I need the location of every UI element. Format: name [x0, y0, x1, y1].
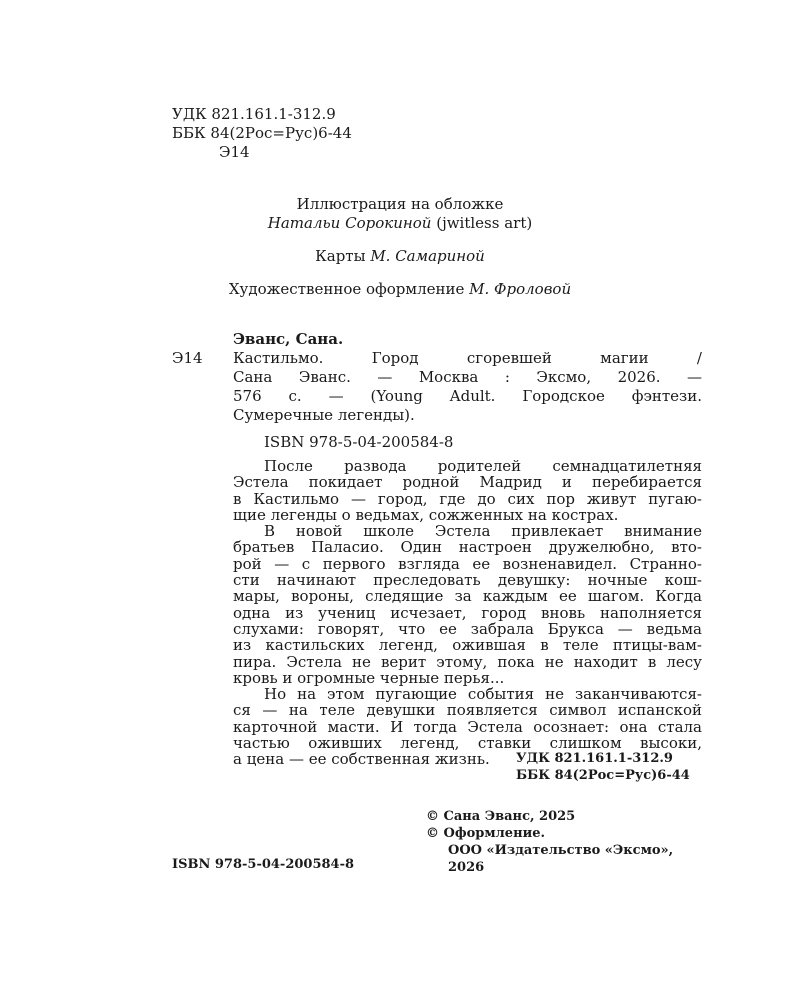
copyright-block	[426, 808, 673, 876]
bibliography-author-mark: Э14	[172, 349, 203, 367]
annotation-line: В новой школе Эстела привлекает внимание	[264, 522, 702, 541]
maps-label: Карты	[315, 247, 366, 265]
annotation-line: ся — на теле девушки появляется символ испанской	[233, 701, 702, 720]
bbk-code: ББК 84(2Рос=Рус)6-44	[172, 124, 352, 142]
copyright-design: © Оформление.	[426, 826, 546, 841]
annotation-line: Но на этом пугающие события не заканчиваются-	[264, 685, 702, 704]
classification-block	[172, 105, 352, 162]
annotation-line: Эстела покидает родной Мадрид и перебирается	[233, 473, 702, 492]
udk-code: УДК 821.161.1-312.9	[172, 105, 336, 123]
annotation-line: а цена — ее собственная жизнь.	[233, 750, 490, 769]
maps-credit	[0, 247, 800, 266]
annotation-line: частью оживших легенд, ставки слишком высоки,	[233, 734, 702, 753]
annotation-line: щие легенды о ведьмах, сожженных на кострах.	[233, 505, 619, 524]
credits-block	[0, 195, 800, 299]
bibliography-author: Эванс, Сана.	[233, 330, 344, 348]
annotation-line: кровь и огромные черные перья...	[233, 668, 505, 687]
bibliography-line: Кастильмо. Город сгоревшей магии /	[233, 349, 702, 367]
bibliography-line: 576 с. — (Young Adult. Городское фэнтези.	[233, 387, 702, 405]
isbn-bottom: ISBN 978-5-04-200584-8	[172, 857, 355, 872]
annotation-line: одна из учениц исчезает, город вновь наполняется	[233, 603, 702, 622]
annotation-line: рой — с первого взгляда ее возненавидел. Странно-	[233, 554, 702, 573]
bibliography-description	[233, 349, 702, 425]
bottom-classification	[516, 750, 690, 784]
author-mark: Э14	[219, 143, 250, 161]
copyright-author: © Сана Эванс, 2025	[426, 809, 576, 824]
design-author: М. Фроловой	[469, 280, 572, 298]
annotation-line: пира. Эстела не верит этому, пока не находит в лесу	[233, 652, 702, 671]
annotation-line: После развода родителей семнадцатилетняя	[264, 457, 702, 475]
isbn: ISBN 978-5-04-200584-8	[264, 433, 454, 451]
annotation-text	[233, 458, 702, 768]
annotation-line: слухами: говорят, что ее забрала Брукса — ведьма	[233, 619, 702, 638]
copyright-year: 2026	[448, 860, 485, 875]
design-label: Художественное оформление	[228, 280, 465, 298]
cover-illustrator-name: Натальи Сорокиной	[267, 214, 432, 232]
design-credit	[0, 280, 800, 299]
annotation-line: карточной масти. И тогда Эстела осознает: она стала	[233, 717, 702, 736]
maps-author: М. Самариной	[370, 247, 485, 265]
annotation-line: из кастильских легенд, ожившая в теле птицы-вам-	[233, 636, 702, 655]
annotation-line: сти начинают преследовать девушку: ночные кош-	[233, 571, 702, 590]
cover-illustrator-suffix: (jwitless art)	[436, 214, 533, 232]
bibliography-line: Сана Эванс. — Москва : Эксмо, 2026. —	[233, 368, 702, 386]
annotation-line: братьев Паласио. Один настроен дружелюбно, вто-	[233, 538, 702, 557]
annotation-line: в Кастильмо — город, где до сих пор живут пугаю-	[233, 489, 702, 508]
bottom-bbk: ББК 84(2Рос=Рус)6-44	[516, 768, 690, 783]
bottom-udk: УДК 821.161.1-312.9	[516, 751, 673, 766]
bibliography-line: Сумеречные легенды).	[233, 406, 415, 424]
annotation-line: мары, вороны, следящие за каждым ее шагом. Когда	[233, 587, 702, 606]
cover-illustrator	[0, 214, 800, 233]
copyright-publisher: ООО «Издательство «Эксмо»,	[448, 843, 674, 858]
cover-illustration-label: Иллюстрация на обложке	[296, 195, 504, 213]
